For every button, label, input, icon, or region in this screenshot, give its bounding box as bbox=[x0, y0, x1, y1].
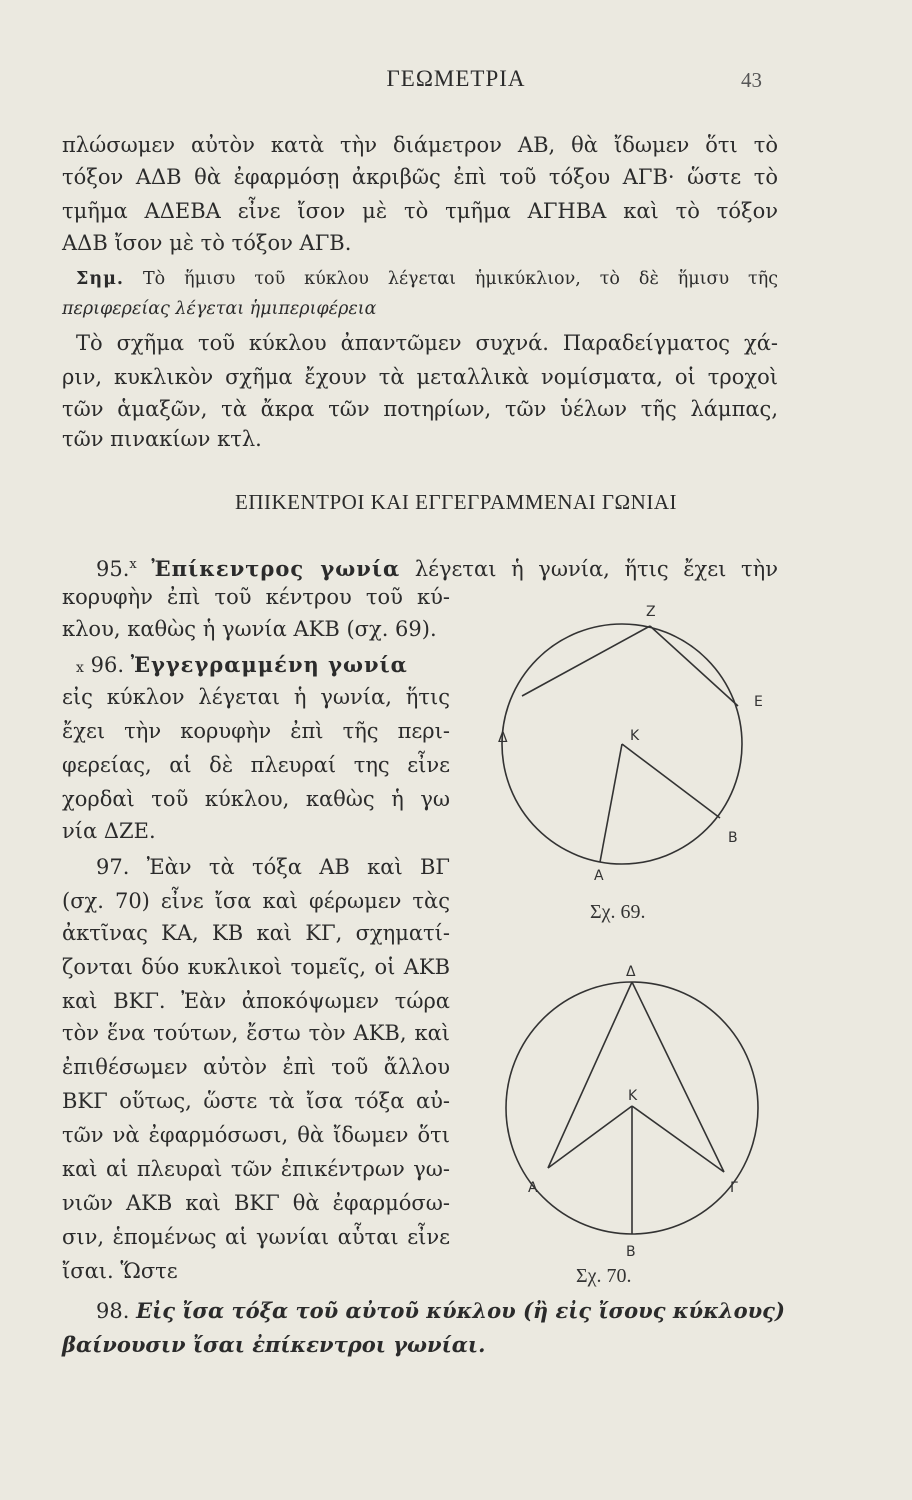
radius-KA bbox=[600, 744, 622, 862]
paragraph-95-line bbox=[62, 550, 778, 584]
paragraph-number: 96. bbox=[90, 653, 124, 677]
label-k: K bbox=[630, 728, 640, 744]
paragraph-98-line bbox=[62, 1296, 785, 1326]
pen-mark: x bbox=[129, 557, 137, 572]
text-line: (σχ. 70) εἶνε ἴσα καὶ φέρωμεν τὰς bbox=[62, 889, 450, 913]
label-k: K bbox=[628, 1088, 638, 1104]
text-line: φερείας, αἱ δὲ πλευραί της εἶνε bbox=[62, 753, 450, 777]
note-line bbox=[62, 264, 778, 294]
label-g: Γ bbox=[730, 1180, 738, 1196]
text-line: τῶν νὰ ἐφαρμόσωσι, θὰ ἴδωμεν ὅτι bbox=[62, 1123, 450, 1147]
text-line: τῶν ἁμαξῶν, τὰ ἄκρα τῶν ποτηρίων, τῶν ὑέλων τῆς λάμπας, bbox=[62, 397, 778, 421]
label-b: B bbox=[626, 1244, 636, 1260]
theorem-text-line: βαίνουσιν ἴσαι ἐπίκεντροι γωνίαι. bbox=[62, 1332, 486, 1357]
text-line: ριν, κυκλικὸν σχῆμα ἔχουν τὰ μεταλλικὰ νομίσματα, οἱ τροχοὶ bbox=[62, 365, 778, 389]
text-span: Ἐὰν τὰ τόξα ΑΒ καὶ ΒΓ bbox=[146, 855, 450, 879]
text-line: τὸν ἕνα τούτων, ἔστω τὸν ΑΚΒ, καὶ bbox=[62, 1021, 450, 1045]
text-line: κορυφὴν ἐπὶ τοῦ κέντρου τοῦ κύ- bbox=[62, 585, 450, 609]
label-e: E bbox=[754, 694, 763, 710]
note-label: Σημ. bbox=[76, 269, 124, 289]
text-line: ΑΔΒ ἴσον μὲ τὸ τόξον ΑΓΒ. bbox=[62, 231, 352, 255]
chord-ZD bbox=[522, 626, 650, 696]
note-text: Τὸ ἥμισυ τοῦ κύκλου λέγεται ἡμικύκλιον, τὸ δὲ ἥμισυ τῆς bbox=[142, 269, 778, 289]
text-line: κλου, καθὼς ἡ γωνία ΑΚΒ (σχ. 69). bbox=[62, 617, 437, 641]
radius-KB bbox=[622, 744, 720, 818]
paragraph-96-line bbox=[62, 650, 450, 683]
paragraph-number: 97. bbox=[96, 855, 130, 879]
text-line: τῶν πινακίων κτλ. bbox=[62, 427, 262, 451]
figure-caption: Σχ. 69. bbox=[590, 901, 646, 923]
text-line bbox=[62, 328, 778, 358]
page-number: 43 bbox=[741, 68, 762, 92]
radius-KA bbox=[548, 1106, 632, 1168]
defined-term: Ἐγγεγραμμένη γωνία bbox=[130, 652, 408, 677]
chord-ZE bbox=[650, 626, 738, 706]
text-line: τμῆμα ΑΔΕΒΑ εἶνε ἴσον μὲ τὸ τμῆμα ΑΓΗΒΑ καὶ τὸ τόξον bbox=[62, 199, 778, 223]
paragraph-97-line bbox=[62, 852, 450, 882]
text-line: ζονται δύο κυκλικοὶ τομεῖς, οἱ ΑΚΒ bbox=[62, 955, 450, 979]
note-line: περιφερείας λέγεται ἡμιπεριφέρεια bbox=[62, 299, 377, 319]
figure-69 bbox=[480, 590, 780, 940]
label-a: A bbox=[528, 1180, 538, 1196]
defined-term: Ἐπίκεντρος γωνία bbox=[151, 556, 401, 581]
text-span: Τὸ σχῆμα τοῦ κύκλου ἀπαντῶμεν συχνά. Παραδείγματος χά- bbox=[76, 331, 778, 355]
text-line: εἰς κύκλον λέγεται ἡ γωνία, ἥτις bbox=[62, 685, 450, 709]
label-d: Δ bbox=[498, 730, 508, 746]
chord-DG bbox=[632, 982, 724, 1172]
text-line: νία ΔΖΕ. bbox=[62, 819, 156, 843]
chord-DA bbox=[548, 982, 632, 1168]
text-line: νιῶν ΑΚΒ καὶ ΒΚΓ θὰ ἐφαρμόσω- bbox=[62, 1191, 450, 1215]
label-d: Δ bbox=[626, 964, 636, 980]
label-z: Z bbox=[646, 604, 656, 620]
label-a: A bbox=[594, 868, 604, 884]
text-line: χορδαὶ τοῦ κύκλου, καθὼς ἡ γω bbox=[62, 787, 450, 811]
text-line: τόξον ΑΔΒ θὰ ἐφαρμόσῃ ἀκριβῶς ἐπὶ τοῦ τόξου ΑΓΒ· ὥστε τὸ bbox=[62, 165, 778, 189]
paragraph-number: 98. bbox=[96, 1299, 130, 1323]
text-span: λέγεται ἡ γωνία, ἥτις ἔχει τὴν bbox=[414, 557, 778, 581]
text-line: ἴσαι. Ὥστε bbox=[62, 1259, 178, 1283]
text-line: ΒΚΓ οὕτως, ὥστε τὰ ἴσα τόξα αὐ- bbox=[62, 1089, 450, 1113]
section-heading: ΕΠΙΚΕΝΤΡΟΙ ΚΑΙ ΕΓΓΕΓΡΑΜΜΕΝΑΙ ΓΩΝΙΑΙ bbox=[235, 490, 677, 514]
paragraph-number: 95. bbox=[96, 557, 130, 581]
text-line: σιν, ἑπομένως αἱ γωνίαι αὗται εἶνε bbox=[62, 1225, 450, 1249]
figure-70 bbox=[500, 960, 790, 1300]
text-line: ἀκτῖνας ΚΑ, ΚΒ καὶ ΚΓ, σχηματί- bbox=[62, 921, 450, 945]
text-line: καὶ ΒΚΓ. Ἐὰν ἀποκόψωμεν τώρα bbox=[62, 989, 450, 1013]
theorem-text: Εἰς ἴσα τόξα τοῦ αὐτοῦ κύκλου (ἢ εἰς ἴσους κύκλους) bbox=[136, 1298, 785, 1323]
text-line: καὶ αἱ πλευραὶ τῶν ἐπικέντρων γω- bbox=[62, 1157, 450, 1181]
radius-KG bbox=[632, 1106, 724, 1172]
running-header-title: ΓΕΩΜΕΤΡΙΑ bbox=[386, 66, 526, 91]
text-line: πλώσωμεν αὐτὸν κατὰ τὴν διάμετρον ΑΒ, θὰ ἴδωμεν ὅτι τὸ bbox=[62, 133, 778, 157]
label-b: B bbox=[728, 830, 738, 846]
text-line: ἔχει τὴν κορυφὴν ἐπὶ τῆς περι- bbox=[62, 719, 450, 743]
figure-caption: Σχ. 70. bbox=[576, 1265, 632, 1287]
pen-mark: x bbox=[76, 660, 84, 676]
text-line: ἐπιθέσωμεν αὐτὸν ἐπὶ τοῦ ἄλλου bbox=[62, 1055, 450, 1079]
